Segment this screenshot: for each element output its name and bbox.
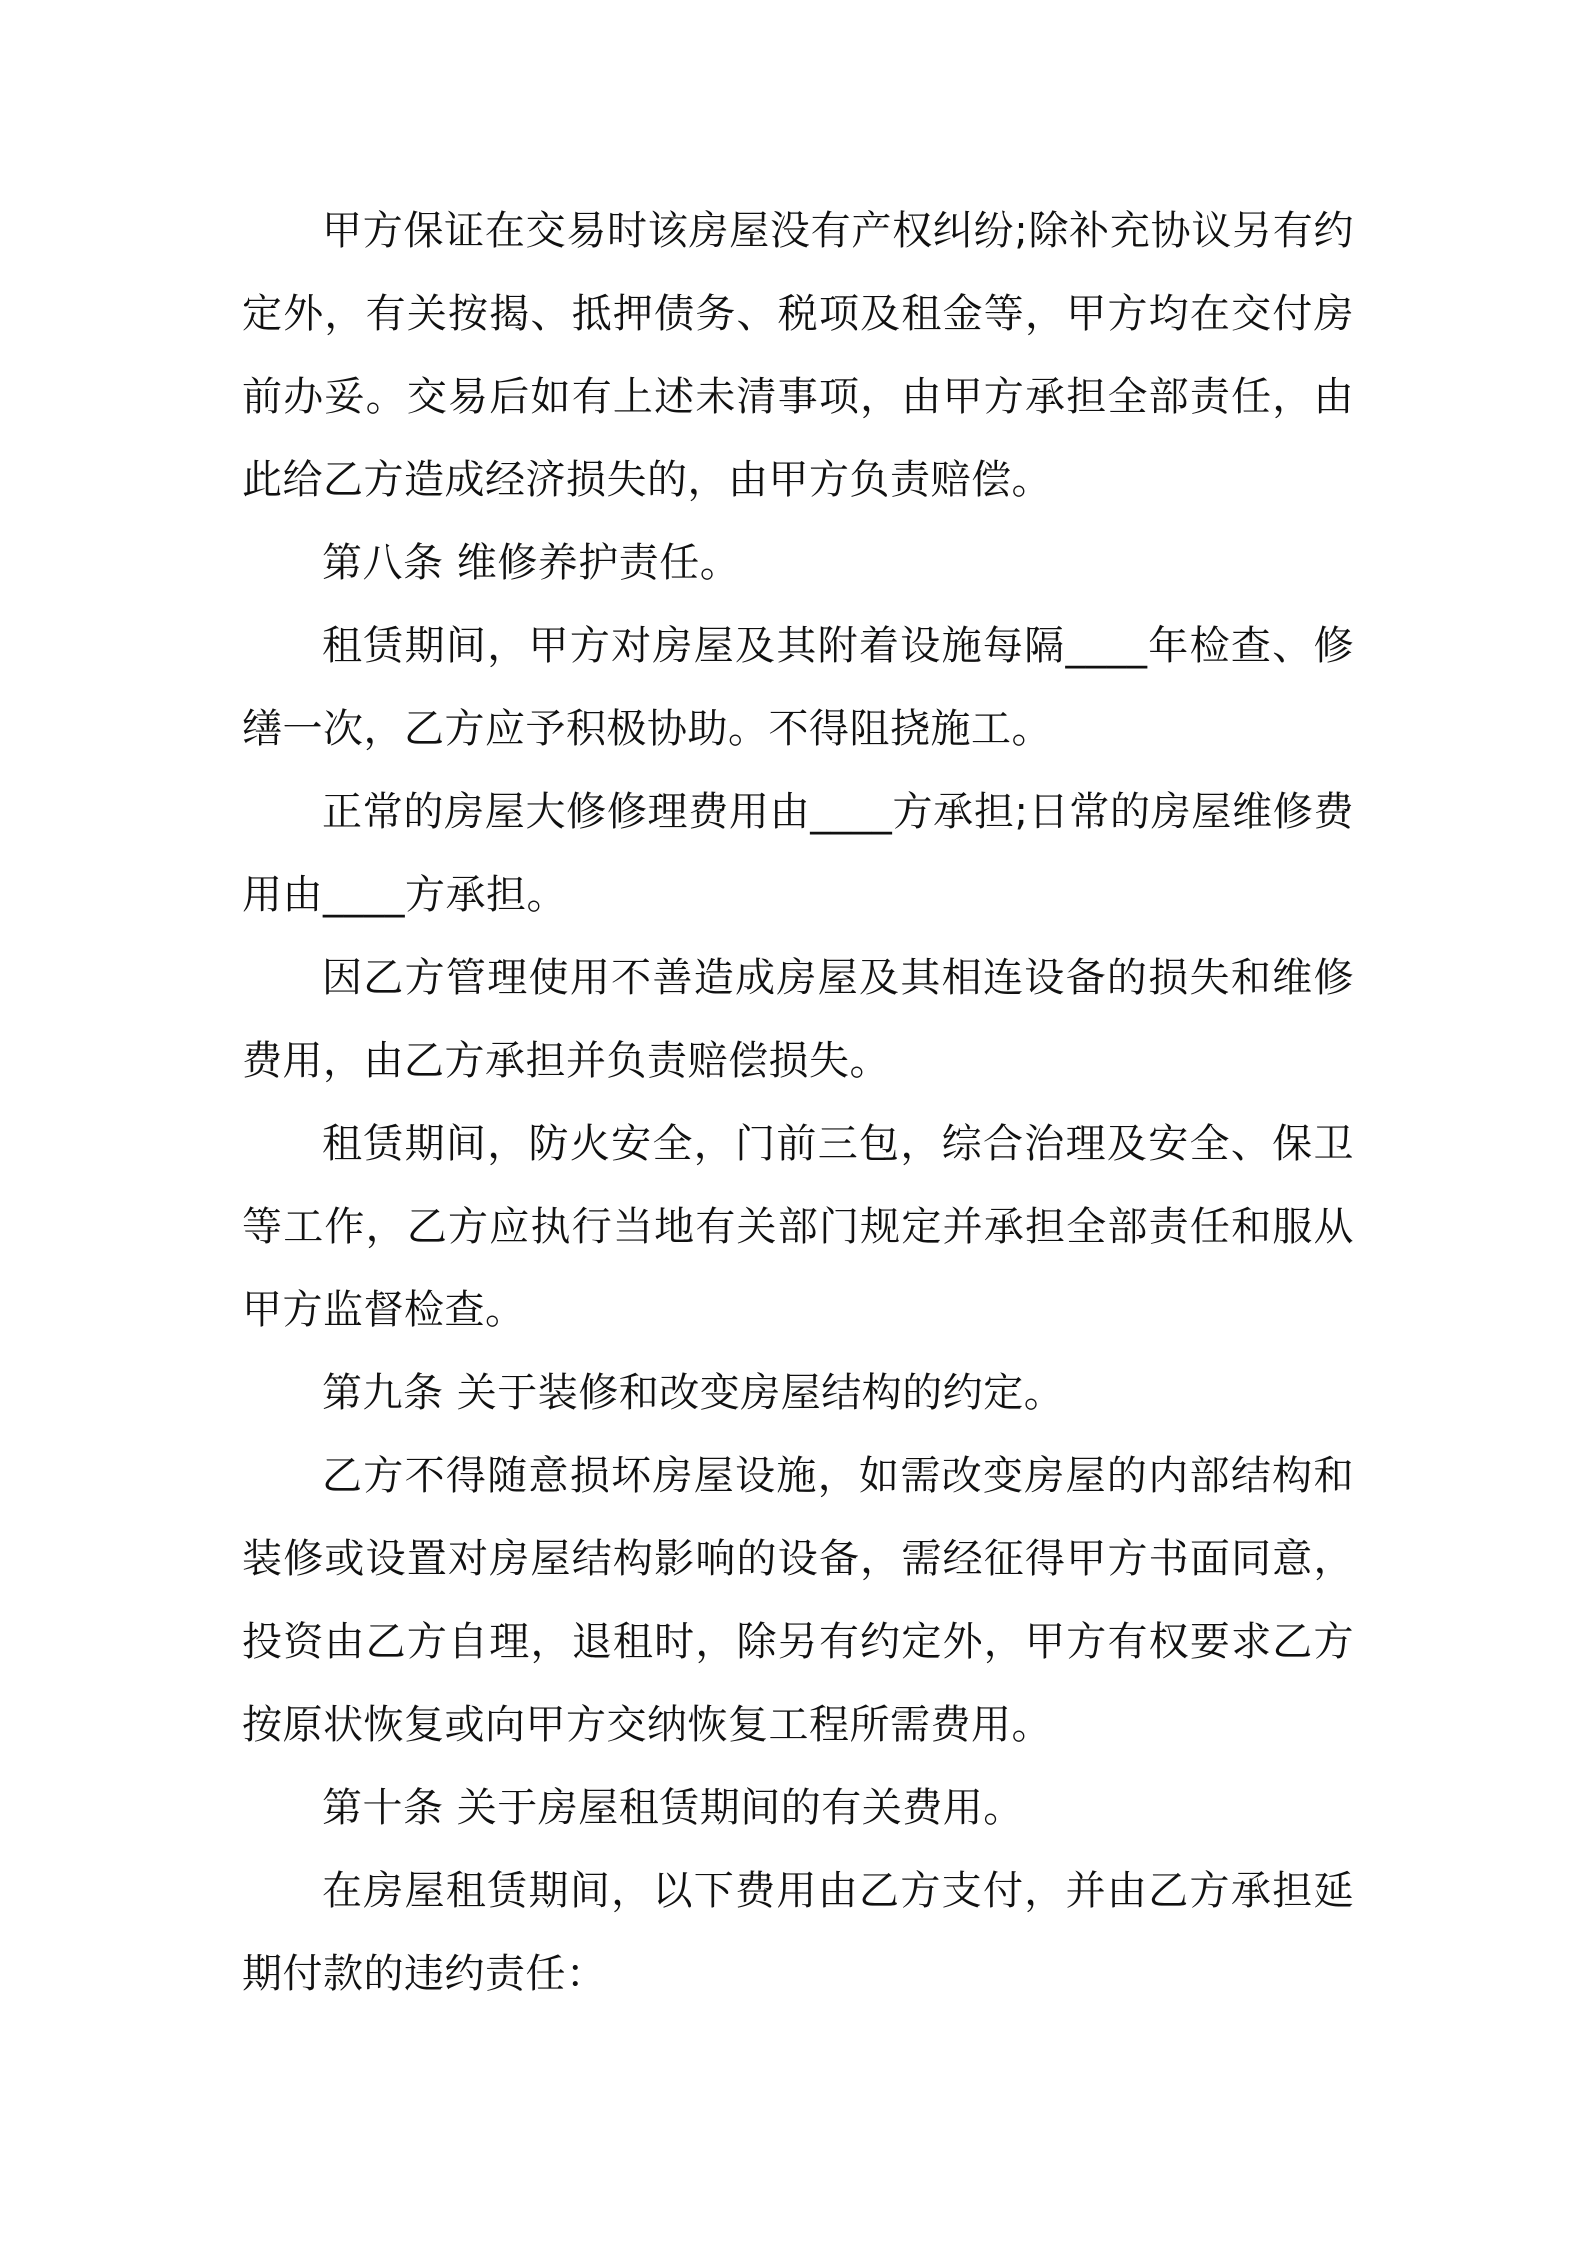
paragraph-fees: 在房屋租赁期间，以下费用由乙方支付，并由乙方承担延期付款的违约责任： (242, 1868, 1354, 1997)
article-10-heading: 第十条 关于房屋租赁期间的有关费用。 (322, 1785, 1024, 1831)
paragraph-renovation: 乙方不得随意损坏房屋设施，如需改变房屋的内部结构和装修或设置对房屋结构影响的设备，需经征得甲方书面同意，投资由乙方自理，退租时，除另有约定外，甲方有权要求乙方按原状恢复或向甲方交纳恢复工程所需费用。 (242, 1453, 1354, 1748)
paragraph-guarantee: 甲方保证在交易时该房屋没有产权纠纷;除补充协议另有约定外，有关按揭、抵押债务、税项及租金等，甲方均在交付房前办妥。交易后如有上述未清事项，由甲方承担全部责任，由此给乙方造成经济损失的，由甲方负责赔偿。 (242, 208, 1354, 503)
article-9-heading: 第九条 关于装修和改变房屋结构的约定。 (322, 1370, 1065, 1416)
article-8-heading: 第八条 维修养护责任。 (322, 540, 741, 586)
paragraph-repair-costs: 正常的房屋大修修理费用由____方承担;日常的房屋维修费用由____方承担。 (242, 789, 1354, 918)
paragraph-fire-safety: 租赁期间，防火安全，门前三包，综合治理及安全、保卫等工作，乙方应执行当地有关部门规定并承担全部责任和服从甲方监督检查。 (242, 1121, 1354, 1333)
paragraph-inspection: 租赁期间，甲方对房屋及其附着设施每隔____年检查、修缮一次，乙方应予积极协助。不得阻挠施工。 (242, 623, 1354, 752)
paragraph-damage-liability: 因乙方管理使用不善造成房屋及其相连设备的损失和维修费用，由乙方承担并负责赔偿损失。 (242, 955, 1354, 1084)
document-body (242, 190, 1354, 2016)
